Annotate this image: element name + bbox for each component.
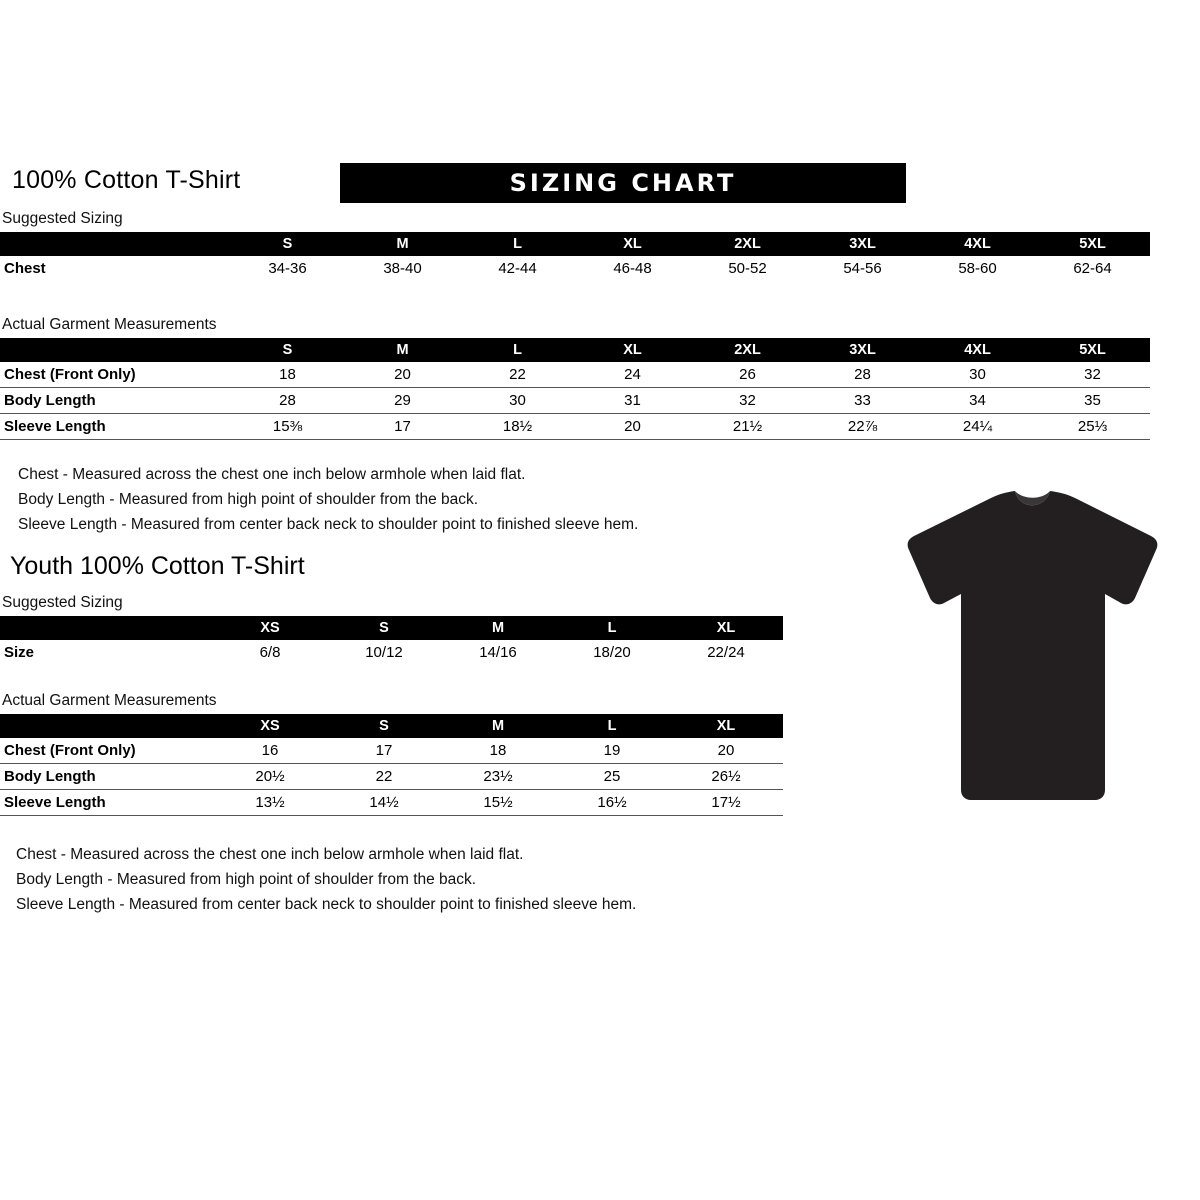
table-row bbox=[0, 362, 1150, 388]
adult-actual-column-header: 5XL bbox=[1035, 338, 1150, 362]
youth-actual-cell: 23½ bbox=[441, 764, 555, 790]
youth-suggested-column-header: M bbox=[441, 616, 555, 640]
adult-actual-row-label: Sleeve Length bbox=[0, 414, 230, 440]
adult-suggested-cell: 38-40 bbox=[383, 260, 422, 277]
adult-actual-cell: 22 bbox=[460, 362, 575, 388]
adult-actual-cell: 31 bbox=[575, 388, 690, 414]
adult-suggested-cell: 62-64 bbox=[1073, 260, 1112, 277]
youth-suggested-cell: 10/12 bbox=[365, 644, 403, 661]
adult-actual-column-header bbox=[0, 338, 230, 362]
youth-suggested-row-label: Size bbox=[4, 644, 35, 661]
adult-actual-cell: 17 bbox=[345, 414, 460, 440]
adult-actual-cell: 34 bbox=[920, 388, 1035, 414]
youth-actual-cell: 17 bbox=[327, 738, 441, 764]
adult-actual-cell: 33 bbox=[805, 388, 920, 414]
youth-actual-row-label: Sleeve Length bbox=[0, 790, 213, 816]
adult-actual-measurements-table bbox=[0, 338, 1150, 440]
youth-actual-measurements-label: Actual Garment Measurements bbox=[2, 692, 217, 709]
youth-actual-cell: 18 bbox=[441, 738, 555, 764]
adult-actual-cell: 21½ bbox=[690, 414, 805, 440]
adult-suggested-column-header: 2XL bbox=[690, 232, 805, 256]
table-row bbox=[0, 764, 783, 790]
adult-actual-cell: 30 bbox=[460, 388, 575, 414]
adult-actual-column-header: M bbox=[345, 338, 460, 362]
adult-note: Sleeve Length - Measured from center back neck to shoulder point to finished sleeve hem. bbox=[18, 516, 639, 533]
youth-actual-row-label: Body Length bbox=[0, 764, 213, 790]
adult-suggested-column-header bbox=[0, 232, 230, 256]
youth-suggested-column-header bbox=[0, 616, 213, 640]
adult-section-title: 100% Cotton T-Shirt bbox=[12, 166, 241, 194]
adult-actual-cell: 18½ bbox=[460, 414, 575, 440]
table-row bbox=[0, 414, 1150, 440]
adult-actual-cell: 20 bbox=[345, 362, 460, 388]
tshirt-illustration bbox=[895, 490, 1170, 810]
sizing-chart-banner-label: SIZING CHART bbox=[509, 169, 737, 197]
adult-actual-cell: 24 bbox=[575, 362, 690, 388]
adult-actual-cell: 28 bbox=[805, 362, 920, 388]
adult-actual-cell: 22⅞ bbox=[805, 414, 920, 440]
youth-actual-column-header: S bbox=[327, 714, 441, 738]
adult-suggested-cell: 42-44 bbox=[498, 260, 537, 277]
adult-note: Body Length - Measured from high point of shoulder from the back. bbox=[18, 491, 479, 508]
youth-suggested-column-header: L bbox=[555, 616, 669, 640]
youth-suggested-sizing-label: Suggested Sizing bbox=[2, 594, 123, 611]
adult-suggested-column-header: XL bbox=[575, 232, 690, 256]
youth-actual-cell: 17½ bbox=[669, 790, 783, 816]
adult-actual-header-row bbox=[0, 338, 1150, 362]
table-row bbox=[0, 256, 1150, 281]
sizing-chart-banner bbox=[340, 163, 906, 203]
adult-actual-measurements-label: Actual Garment Measurements bbox=[2, 316, 217, 333]
youth-actual-cell: 15½ bbox=[441, 790, 555, 816]
youth-suggested-cell: 18/20 bbox=[593, 644, 631, 661]
adult-actual-cell: 29 bbox=[345, 388, 460, 414]
adult-suggested-cell: 58-60 bbox=[958, 260, 997, 277]
adult-suggested-column-header: 5XL bbox=[1035, 232, 1150, 256]
youth-actual-row-label: Chest (Front Only) bbox=[0, 738, 213, 764]
youth-actual-cell: 19 bbox=[555, 738, 669, 764]
adult-suggested-cell: 50-52 bbox=[728, 260, 767, 277]
adult-actual-column-header: XL bbox=[575, 338, 690, 362]
table-row bbox=[0, 640, 783, 665]
adult-actual-cell: 26 bbox=[690, 362, 805, 388]
youth-actual-cell: 20½ bbox=[213, 764, 327, 790]
adult-actual-column-header: S bbox=[230, 338, 345, 362]
adult-suggested-column-header: 4XL bbox=[920, 232, 1035, 256]
youth-actual-cell: 26½ bbox=[669, 764, 783, 790]
adult-suggested-cell: 34-36 bbox=[268, 260, 307, 277]
youth-actual-measurements-table bbox=[0, 714, 783, 816]
youth-note: Body Length - Measured from high point of shoulder from the back. bbox=[16, 871, 477, 888]
youth-actual-cell: 20 bbox=[669, 738, 783, 764]
youth-note: Sleeve Length - Measured from center back neck to shoulder point to finished sleeve hem. bbox=[16, 896, 637, 913]
adult-actual-cell: 25⅓ bbox=[1035, 414, 1150, 440]
youth-actual-column-header: L bbox=[555, 714, 669, 738]
youth-actual-cell: 25 bbox=[555, 764, 669, 790]
adult-actual-column-header: L bbox=[460, 338, 575, 362]
adult-actual-column-header: 2XL bbox=[690, 338, 805, 362]
adult-suggested-header-row bbox=[0, 232, 1150, 256]
youth-suggested-column-header: S bbox=[327, 616, 441, 640]
youth-suggested-cell: 22/24 bbox=[707, 644, 745, 661]
table-row bbox=[0, 790, 783, 816]
table-row bbox=[0, 388, 1150, 414]
adult-actual-column-header: 3XL bbox=[805, 338, 920, 362]
adult-suggested-column-header: L bbox=[460, 232, 575, 256]
youth-actual-column-header: XS bbox=[213, 714, 327, 738]
table-row bbox=[0, 738, 783, 764]
adult-actual-column-header: 4XL bbox=[920, 338, 1035, 362]
youth-measurement-notes bbox=[16, 842, 636, 917]
adult-suggested-row-label: Chest bbox=[4, 260, 46, 277]
adult-suggested-column-header: S bbox=[230, 232, 345, 256]
adult-suggested-cell: 54-56 bbox=[843, 260, 882, 277]
adult-suggested-cell: 46-48 bbox=[613, 260, 652, 277]
youth-suggested-column-header: XL bbox=[669, 616, 783, 640]
adult-suggested-sizing-table bbox=[0, 232, 1150, 281]
adult-actual-cell: 32 bbox=[1035, 362, 1150, 388]
youth-suggested-cell: 14/16 bbox=[479, 644, 517, 661]
adult-actual-cell: 20 bbox=[575, 414, 690, 440]
adult-suggested-column-header: 3XL bbox=[805, 232, 920, 256]
adult-actual-row-label: Chest (Front Only) bbox=[0, 362, 230, 388]
youth-actual-cell: 13½ bbox=[213, 790, 327, 816]
adult-actual-cell: 18 bbox=[230, 362, 345, 388]
adult-actual-cell: 24¼ bbox=[920, 414, 1035, 440]
youth-actual-header-row bbox=[0, 714, 783, 738]
youth-actual-column-header: M bbox=[441, 714, 555, 738]
youth-suggested-header-row bbox=[0, 616, 783, 640]
adult-actual-row-label: Body Length bbox=[0, 388, 230, 414]
adult-actual-cell: 28 bbox=[230, 388, 345, 414]
adult-actual-cell: 32 bbox=[690, 388, 805, 414]
youth-actual-column-header bbox=[0, 714, 213, 738]
adult-actual-cell: 15⅜ bbox=[230, 414, 345, 440]
youth-actual-cell: 14½ bbox=[327, 790, 441, 816]
youth-note: Chest - Measured across the chest one inch below armhole when laid flat. bbox=[16, 846, 524, 863]
youth-actual-cell: 16 bbox=[213, 738, 327, 764]
adult-actual-cell: 30 bbox=[920, 362, 1035, 388]
adult-actual-cell: 35 bbox=[1035, 388, 1150, 414]
adult-measurement-notes bbox=[18, 462, 638, 537]
youth-suggested-column-header: XS bbox=[213, 616, 327, 640]
youth-suggested-sizing-table bbox=[0, 616, 783, 665]
adult-suggested-sizing-label: Suggested Sizing bbox=[2, 210, 123, 227]
youth-section-title: Youth 100% Cotton T-Shirt bbox=[10, 552, 305, 580]
youth-suggested-cell: 6/8 bbox=[259, 644, 281, 661]
adult-note: Chest - Measured across the chest one inch below armhole when laid flat. bbox=[18, 466, 526, 483]
adult-suggested-column-header: M bbox=[345, 232, 460, 256]
youth-actual-cell: 22 bbox=[327, 764, 441, 790]
tshirt-icon bbox=[895, 490, 1170, 810]
youth-actual-cell: 16½ bbox=[555, 790, 669, 816]
youth-actual-column-header: XL bbox=[669, 714, 783, 738]
